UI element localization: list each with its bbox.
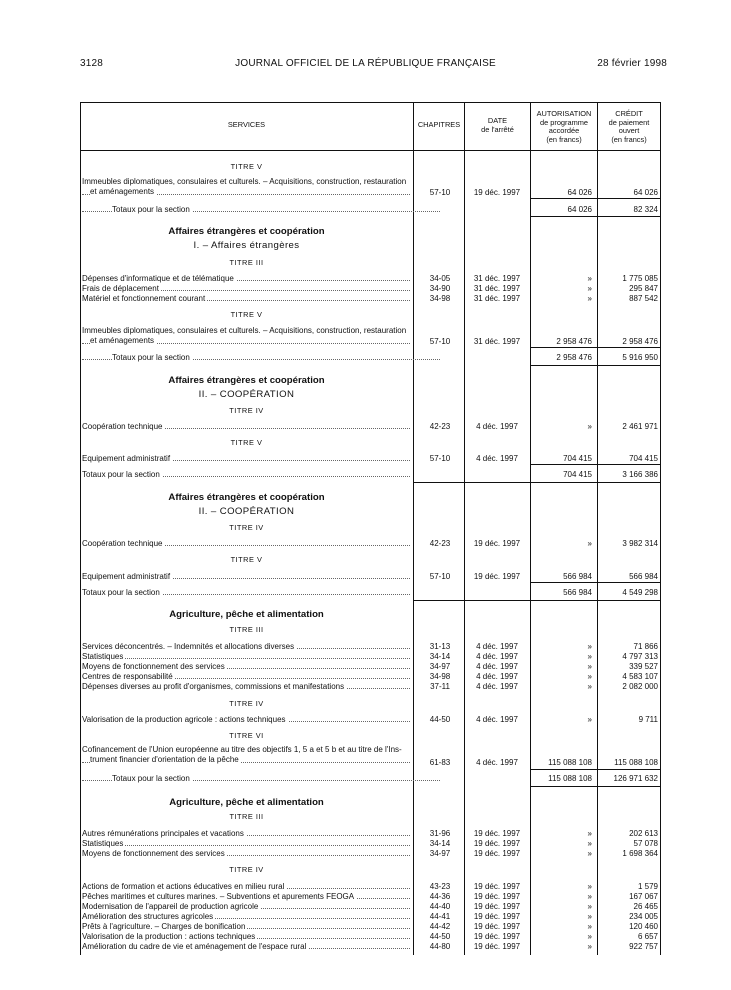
col-header-date bbox=[465, 117, 530, 134]
header-bottom-border bbox=[80, 150, 661, 151]
row-label-line2: trument financier d'orientation de la pêche bbox=[82, 755, 410, 765]
autorisation-cell: » bbox=[587, 642, 592, 651]
autorisation-cell: » bbox=[587, 922, 592, 931]
autorisation-cell: » bbox=[587, 839, 592, 848]
publication-date: 28 février 1998 bbox=[597, 58, 667, 69]
titre-heading: TITRE V bbox=[230, 310, 263, 319]
chapitre-cell: 42-23 bbox=[429, 539, 451, 548]
row-label: Dépenses d'informatique et de télématique bbox=[82, 274, 410, 283]
titre-heading: TITRE III bbox=[229, 625, 264, 634]
rule bbox=[530, 786, 661, 787]
totals-credit: 5 916 950 bbox=[622, 353, 658, 362]
row-label: Valorisation de la production : actions techniques bbox=[82, 932, 410, 941]
credit-cell: 887 542 bbox=[629, 294, 658, 303]
date-cell: 19 déc. 1997 bbox=[473, 572, 521, 581]
autorisation-cell: » bbox=[587, 829, 592, 838]
row-label-line1: Immeubles diplomatiques, consulaires et culturels. – Acquisitions, construction, restauration bbox=[82, 326, 407, 335]
autorisation-cell: » bbox=[587, 284, 592, 293]
totals-autorisation: 566 984 bbox=[563, 588, 592, 597]
autorisation-cell: » bbox=[587, 539, 592, 548]
chapitre-cell: 34-98 bbox=[429, 294, 451, 303]
chapitre-cell: 34-14 bbox=[429, 652, 451, 661]
chapitre-cell: 57-10 bbox=[429, 188, 451, 197]
totals-label: Totaux pour la section bbox=[82, 353, 440, 362]
credit-cell: 4 797 313 bbox=[622, 652, 658, 661]
titre-heading: TITRE VI bbox=[229, 731, 264, 740]
col-divider-chapitres bbox=[464, 102, 465, 955]
titre-heading: TITRE IV bbox=[229, 523, 264, 532]
date-cell: 19 déc. 1997 bbox=[473, 829, 521, 838]
titre-heading: TITRE IV bbox=[229, 406, 264, 415]
col-header-ap-line3: accordée bbox=[548, 126, 580, 136]
autorisation-cell: » bbox=[587, 715, 592, 724]
row-label bbox=[82, 745, 410, 765]
credit-cell: 339 527 bbox=[629, 662, 658, 671]
chapitre-cell: 57-10 bbox=[429, 454, 451, 463]
credit-cell: 704 415 bbox=[629, 454, 658, 463]
date-cell: 19 déc. 1997 bbox=[473, 912, 521, 921]
date-cell: 19 déc. 1997 bbox=[473, 902, 521, 911]
autorisation-cell: » bbox=[587, 912, 592, 921]
autorisation-cell: » bbox=[587, 942, 592, 951]
page-number: 3128 bbox=[80, 58, 104, 69]
totals-credit: 82 324 bbox=[633, 205, 658, 214]
col-divider-services bbox=[413, 102, 414, 955]
date-cell: 4 déc. 1997 bbox=[476, 642, 518, 651]
autorisation-cell: 566 984 bbox=[563, 572, 592, 581]
row-label: Pêches maritimes et cultures marines. – Subventions et apurements FEOGA bbox=[82, 892, 410, 901]
date-cell: 4 déc. 1997 bbox=[476, 454, 518, 463]
credit-cell: 295 847 bbox=[629, 284, 658, 293]
totals-label: Totaux pour la section bbox=[82, 774, 440, 783]
titre-heading: TITRE IV bbox=[229, 699, 264, 708]
totals-label: Totaux pour la section bbox=[82, 588, 410, 597]
credit-cell: 2 958 476 bbox=[622, 337, 658, 346]
table-right-border bbox=[660, 102, 661, 955]
section-title: Affaires étrangères et coopération bbox=[168, 375, 325, 386]
date-cell: 4 déc. 1997 bbox=[476, 715, 518, 724]
credit-cell: 3 982 314 bbox=[622, 539, 658, 548]
autorisation-cell: » bbox=[587, 892, 592, 901]
autorisation-cell: 2 958 476 bbox=[556, 337, 592, 346]
chapitre-cell: 34-98 bbox=[429, 672, 451, 681]
row-label: Statistiques bbox=[82, 652, 410, 661]
totals-credit: 4 549 298 bbox=[622, 588, 658, 597]
section-subtitle: I. – Affaires étrangères bbox=[193, 240, 300, 251]
rule bbox=[530, 347, 661, 348]
chapitre-cell: 34-14 bbox=[429, 839, 451, 848]
chapitre-cell: 61-83 bbox=[429, 758, 451, 767]
chapitre-cell: 34-97 bbox=[429, 662, 451, 671]
credit-cell: 2 461 971 bbox=[622, 422, 658, 431]
col-header-services: SERVICES bbox=[227, 120, 266, 129]
totals-autorisation: 64 026 bbox=[567, 205, 592, 214]
row-label-line1: Cofinancement de l'Union européenne au titre des objectifs 1, 5 a et 5 b et au titre de l'Ins- bbox=[82, 745, 402, 754]
row-label bbox=[82, 177, 410, 197]
credit-cell: 120 460 bbox=[629, 922, 658, 931]
autorisation-cell: » bbox=[587, 672, 592, 681]
credit-cell: 115 088 108 bbox=[614, 758, 658, 767]
chapitre-cell: 34-05 bbox=[429, 274, 451, 283]
row-label-line1: Immeubles diplomatiques, consulaires et culturels. – Acquisitions, construction, restauration bbox=[82, 177, 407, 186]
col-header-date-line2: de l'arrêté bbox=[481, 124, 514, 134]
rule bbox=[530, 365, 661, 366]
titre-heading: TITRE IV bbox=[229, 865, 264, 874]
date-cell: 31 déc. 1997 bbox=[473, 337, 521, 346]
section-title: Affaires étrangères et coopération bbox=[168, 226, 325, 237]
date-cell: 4 déc. 1997 bbox=[476, 758, 518, 767]
chapitre-cell: 44-41 bbox=[429, 912, 451, 921]
col-header-chapitres: CHAPITRES bbox=[417, 120, 461, 129]
autorisation-cell: » bbox=[587, 882, 592, 891]
section-subtitle: II. – COOPÉRATION bbox=[198, 506, 295, 517]
totals-label: Totaux pour la section bbox=[82, 205, 440, 214]
autorisation-cell: » bbox=[587, 652, 592, 661]
table-row bbox=[80, 177, 661, 199]
titre-heading: TITRE V bbox=[230, 438, 263, 447]
date-cell: 19 déc. 1997 bbox=[473, 188, 521, 197]
col-header-autorisation bbox=[531, 110, 597, 144]
row-label: Actions de formation et actions éducatives en milieu rural bbox=[82, 882, 410, 891]
row-label: Amélioration du cadre de vie et aménagement de l'espace rural bbox=[82, 942, 410, 951]
credit-cell: 167 067 bbox=[629, 892, 658, 901]
col-header-date-line1: DATE bbox=[487, 116, 508, 125]
chapitre-cell: 31-96 bbox=[429, 829, 451, 838]
totals-autorisation: 704 415 bbox=[563, 470, 592, 479]
date-cell: 4 déc. 1997 bbox=[476, 652, 518, 661]
row-label: Equipement administratif bbox=[82, 454, 410, 463]
col-header-ap-line4: (en francs) bbox=[546, 134, 582, 144]
credit-cell: 922 757 bbox=[629, 942, 658, 951]
date-cell: 19 déc. 1997 bbox=[473, 942, 521, 951]
credit-cell: 4 583 107 bbox=[622, 672, 658, 681]
autorisation-cell: » bbox=[587, 932, 592, 941]
autorisation-cell: 64 026 bbox=[567, 188, 592, 197]
totals-credit: 126 971 632 bbox=[613, 774, 658, 783]
credit-cell: 9 711 bbox=[638, 715, 658, 724]
autorisation-cell: 115 088 108 bbox=[548, 758, 592, 767]
col-header-ap-line1: AUTORISATION bbox=[536, 109, 592, 118]
row-label: Prêts à l'agriculture. – Charges de bonification bbox=[82, 922, 410, 931]
rule bbox=[413, 600, 661, 601]
date-cell: 19 déc. 1997 bbox=[473, 892, 521, 901]
credit-cell: 26 465 bbox=[633, 902, 658, 911]
chapitre-cell: 44-40 bbox=[429, 902, 451, 911]
row-label bbox=[82, 326, 410, 346]
rule bbox=[530, 464, 661, 465]
row-label: Frais de déplacement bbox=[82, 284, 410, 293]
autorisation-cell: » bbox=[587, 294, 592, 303]
section-title: Affaires étrangères et coopération bbox=[168, 492, 325, 503]
credit-cell: 1 698 364 bbox=[622, 849, 658, 858]
rule bbox=[530, 198, 661, 199]
credit-cell: 71 866 bbox=[633, 642, 658, 651]
rule bbox=[530, 216, 661, 217]
row-label: Amélioration des structures agricoles bbox=[82, 912, 410, 921]
chapitre-cell: 34-97 bbox=[429, 849, 451, 858]
titre-heading: TITRE III bbox=[229, 258, 264, 267]
credit-cell: 566 984 bbox=[629, 572, 658, 581]
col-header-credit-line2: de paiement bbox=[608, 117, 650, 127]
autorisation-cell: » bbox=[587, 849, 592, 858]
col-header-ap-line2: de programme bbox=[539, 117, 589, 127]
credit-cell: 2 082 000 bbox=[622, 682, 658, 691]
col-header-credit bbox=[598, 110, 660, 144]
row-label: Moyens de fonctionnement des services bbox=[82, 849, 410, 858]
autorisation-cell: » bbox=[587, 662, 592, 671]
rule bbox=[530, 769, 661, 770]
date-cell: 19 déc. 1997 bbox=[473, 932, 521, 941]
row-label: Valorisation de la production agricole : actions techniques bbox=[82, 715, 410, 724]
rule bbox=[413, 482, 661, 483]
col-divider-autorisation bbox=[597, 102, 598, 955]
row-label-line2: et aménagements bbox=[82, 336, 410, 346]
titre-heading: TITRE V bbox=[230, 555, 263, 564]
date-cell: 4 déc. 1997 bbox=[476, 662, 518, 671]
autorisation-cell: » bbox=[587, 902, 592, 911]
row-label: Modernisation de l'appareil de production agricole bbox=[82, 902, 410, 911]
row-label: Services déconcentrés. – Indemnités et allocations diverses bbox=[82, 642, 410, 651]
chapitre-cell: 43-23 bbox=[429, 882, 451, 891]
row-label: Dépenses diverses au profit d'organismes, commissions et manifestations bbox=[82, 682, 410, 691]
rule bbox=[530, 582, 661, 583]
credit-cell: 57 078 bbox=[633, 839, 658, 848]
date-cell: 19 déc. 1997 bbox=[473, 882, 521, 891]
date-cell: 4 déc. 1997 bbox=[476, 672, 518, 681]
table-top-border bbox=[80, 102, 661, 103]
date-cell: 4 déc. 1997 bbox=[476, 682, 518, 691]
titre-heading: TITRE III bbox=[229, 812, 264, 821]
col-header-credit-line3: ouvert bbox=[618, 126, 640, 136]
totals-credit: 3 166 386 bbox=[622, 470, 658, 479]
chapitre-cell: 37-11 bbox=[430, 682, 450, 691]
autorisation-cell: » bbox=[587, 682, 592, 691]
date-cell: 19 déc. 1997 bbox=[473, 839, 521, 848]
row-label: Matériel et fonctionnement courant bbox=[82, 294, 410, 303]
date-cell: 19 déc. 1997 bbox=[473, 922, 521, 931]
totals-autorisation: 2 958 476 bbox=[556, 353, 592, 362]
credits-table bbox=[80, 102, 661, 955]
journal-title: JOURNAL OFFICIEL DE LA RÉPUBLIQUE FRANÇAISE bbox=[235, 58, 496, 69]
col-divider-date bbox=[530, 102, 531, 955]
row-label: Centres de responsabilité bbox=[82, 672, 410, 681]
chapitre-cell: 44-50 bbox=[429, 932, 451, 941]
section-title: Agriculture, pêche et alimentation bbox=[169, 609, 324, 620]
date-cell: 31 déc. 1997 bbox=[473, 284, 521, 293]
chapitre-cell: 57-10 bbox=[429, 337, 451, 346]
chapitre-cell: 34-90 bbox=[429, 284, 451, 293]
row-label: Coopération technique bbox=[82, 539, 410, 548]
credit-cell: 64 026 bbox=[633, 188, 658, 197]
date-cell: 31 déc. 1997 bbox=[473, 274, 521, 283]
row-label: Statistiques bbox=[82, 839, 410, 848]
section-subtitle: II. – COOPÉRATION bbox=[198, 389, 295, 400]
col-header-credit-line1: CRÉDIT bbox=[615, 109, 643, 118]
date-cell: 4 déc. 1997 bbox=[476, 422, 518, 431]
credit-cell: 1 579 bbox=[637, 882, 658, 891]
credit-cell: 202 613 bbox=[629, 829, 658, 838]
totals-label: Totaux pour la section bbox=[82, 470, 410, 479]
chapitre-cell: 44-80 bbox=[429, 942, 451, 951]
chapitre-cell: 44-50 bbox=[429, 715, 451, 724]
col-header-credit-line4: (en francs) bbox=[611, 134, 647, 144]
row-label: Coopération technique bbox=[82, 422, 410, 431]
chapitre-cell: 44-42 bbox=[429, 922, 451, 931]
autorisation-cell: » bbox=[587, 422, 592, 431]
titre-heading: TITRE V bbox=[230, 162, 263, 171]
row-label: Equipement administratif bbox=[82, 572, 410, 581]
credit-cell: 6 657 bbox=[637, 932, 658, 941]
chapitre-cell: 31-13 bbox=[429, 642, 451, 651]
totals-autorisation: 115 088 108 bbox=[548, 774, 592, 783]
credit-cell: 1 775 085 bbox=[622, 274, 658, 283]
chapitre-cell: 57-10 bbox=[429, 572, 451, 581]
autorisation-cell: 704 415 bbox=[563, 454, 592, 463]
row-label: Moyens de fonctionnement des services bbox=[82, 662, 410, 671]
chapitre-cell: 44-36 bbox=[429, 892, 451, 901]
credit-cell: 234 005 bbox=[629, 912, 658, 921]
autorisation-cell: » bbox=[587, 274, 592, 283]
date-cell: 19 déc. 1997 bbox=[473, 849, 521, 858]
chapitre-cell: 42-23 bbox=[429, 422, 451, 431]
table-row bbox=[80, 326, 661, 348]
row-label-line2: et aménagements bbox=[82, 187, 410, 197]
row-label: Autres rémunérations principales et vacations bbox=[82, 829, 410, 838]
date-cell: 31 déc. 1997 bbox=[473, 294, 521, 303]
table-row bbox=[80, 745, 661, 767]
date-cell: 19 déc. 1997 bbox=[473, 539, 521, 548]
section-title: Agriculture, pêche et alimentation bbox=[169, 797, 324, 808]
